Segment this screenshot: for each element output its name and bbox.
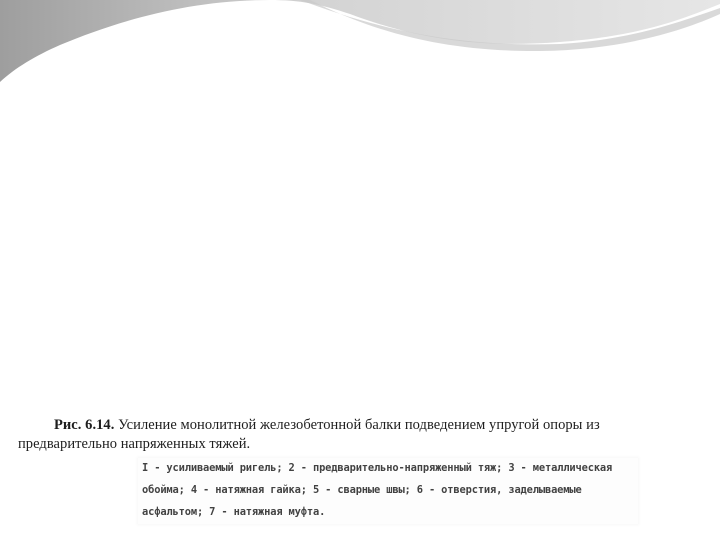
legend-line-2: обойма; 4 - натяжная гайка; 5 - сварные швы; 6 - отверстия, заделываемые <box>142 484 582 496</box>
figure-number: Рис. 6.14. <box>54 417 115 433</box>
header-decoration <box>0 0 720 90</box>
legend-line-1: I - усиливаемый ригель; 2 - предварительно-напряженный тяж; 3 - металлическая <box>142 462 613 474</box>
figure-legend <box>138 458 638 524</box>
caption-text: Усиление монолитной железобетонной балки подведением упругой опоры из предварительно напряженных тяжей. <box>18 417 600 452</box>
legend-line-3: асфальтом; 7 - натяжная муфта. <box>142 506 326 518</box>
figure-caption <box>18 416 698 454</box>
